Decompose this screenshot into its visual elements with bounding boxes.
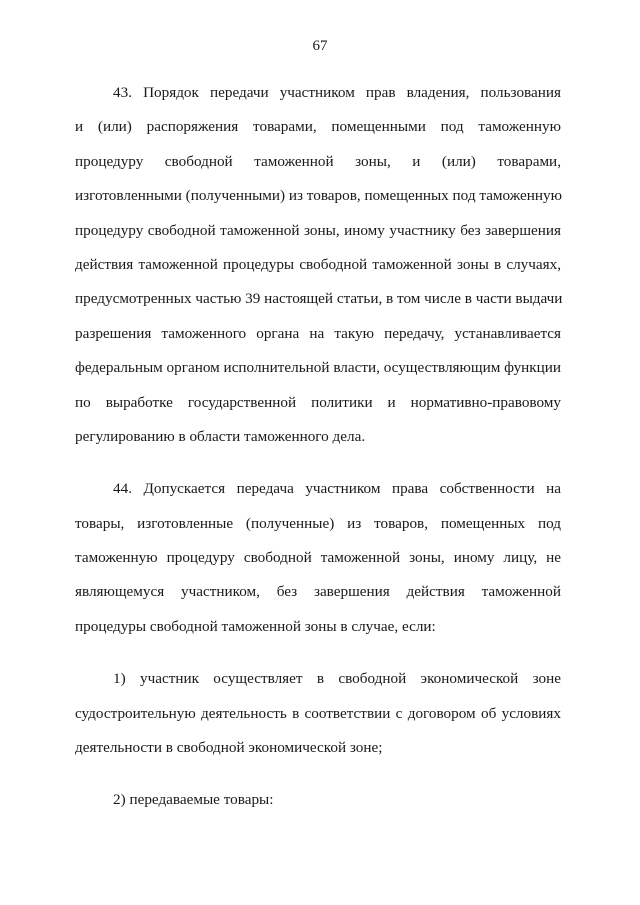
text-line: товары, изготовленные (полученные) из товаров, помещенных под	[75, 514, 561, 532]
text-line: и (или) распоряжения товарами, помещенными под таможенную	[75, 118, 561, 136]
text-line: деятельности в свободной экономической зоне;	[75, 739, 383, 757]
text-line: предусмотренных частью 39 настоящей статьи, в том числе в части выдачи	[75, 290, 563, 308]
text-line: 44. Допускается передача участником права собственности на	[113, 480, 561, 498]
body-text	[75, 76, 561, 818]
text-line: 43. Порядок передачи участником прав владения, пользования	[113, 84, 561, 101]
text-line: являющемуся участником, без завершения действия таможенной	[75, 583, 561, 601]
page-number: 67	[312, 38, 328, 54]
text-line: процедуру свободной таможенной зоны, иному участнику без завершения	[75, 221, 561, 239]
text-line: действия таможенной процедуры свободной таможенной зоны в случаях,	[75, 255, 561, 273]
text-line: изготовленными (полученными) из товаров, помещенных под таможенную	[75, 187, 562, 205]
text-line: федеральным органом исполнительной власти, осуществляющим функции	[75, 359, 562, 377]
paragraph-44	[75, 472, 561, 644]
text-line: процедуру свободной таможенной зоны, и (или) товарами,	[75, 152, 561, 170]
paragraph-43	[75, 76, 561, 454]
paragraph-item-1	[75, 662, 561, 765]
text-line: регулированию в области таможенного дела.	[75, 427, 366, 445]
paragraph-item-2	[75, 783, 561, 817]
text-line: разрешения таможенного органа на такую передачу, устанавливается	[75, 324, 561, 342]
text-line: по выработке государственной политики и нормативно-правовому	[75, 393, 561, 411]
text-line: судостроительную деятельность в соответствии с договором об условиях	[75, 704, 561, 722]
text-line: процедуры свободной таможенной зоны в случае, если:	[75, 617, 436, 635]
text-line: 2) передаваемые товары:	[113, 791, 274, 809]
text-line: таможенную процедуру свободной таможенной зоны, иному лицу, не	[75, 549, 561, 567]
text-line: 1) участник осуществляет в свободной экономической зоне	[113, 670, 561, 688]
